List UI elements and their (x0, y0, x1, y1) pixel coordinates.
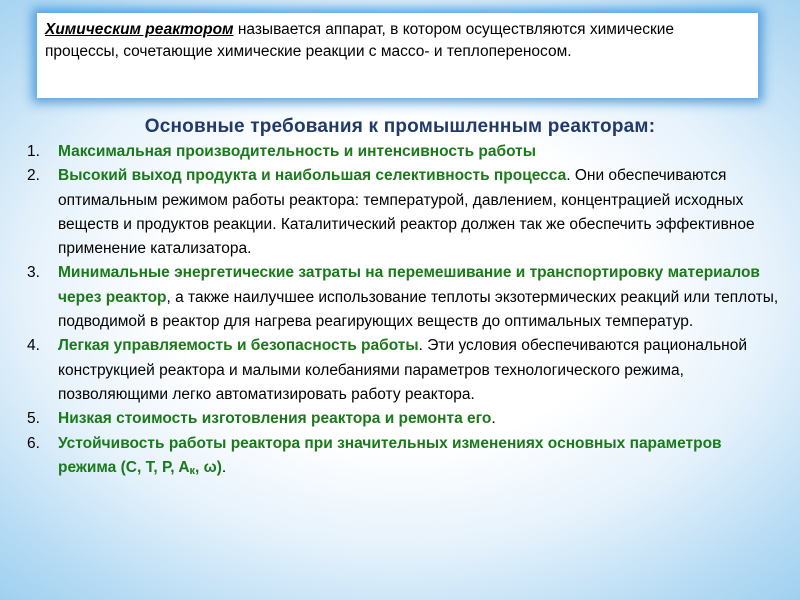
requirement-item-4 (22, 334, 780, 407)
definition-box (37, 13, 758, 98)
params-open: (C, T, P, A (120, 458, 190, 476)
requirements-title: Основные требования к промышленным реакторам: (144, 116, 656, 137)
requirement-item-6 (22, 432, 780, 484)
item-number: 5. (27, 410, 40, 428)
item-number: 1. (27, 143, 40, 160)
item-text: . (221, 458, 227, 476)
definition-text: называется аппарат, в котором осуществляются химические процессы, сочетающие химические реакции с массо- и теплопереносом. (45, 21, 675, 60)
item-number: 6. (27, 434, 40, 452)
params-close: , ω) (195, 458, 222, 476)
item-highlight: Низкая стоимость изготовления реактора и ремонта его (58, 410, 492, 428)
requirement-item-1 (22, 140, 780, 164)
item-number: 3. (27, 264, 40, 282)
item-parameters (121, 459, 222, 476)
item-number: 4. (27, 337, 40, 355)
requirement-item-3 (22, 261, 780, 334)
item-highlight: Устойчивость работы реактора при значительных изменениях основных параметров режима (58, 434, 722, 476)
requirements-list (22, 140, 780, 483)
item-number: 2. (27, 167, 40, 185)
item-text: . Эти условия обеспечиваются рациональной конструкцией реактора и малыми колебаниями параметров технологического режима, позволяющими легко автоматизировать работу реактора. (58, 337, 748, 403)
item-highlight: Легкая управляемость и безопасность работы (58, 337, 419, 355)
item-highlight: Высокий выход продукта и наибольшая селективность процесса (58, 167, 567, 185)
item-highlight: Максимальная производительность и интенсивность работы (58, 143, 536, 160)
params-subscript: к (189, 464, 196, 477)
requirement-item-2 (22, 164, 780, 261)
definition-term: Химическим реактором (45, 21, 234, 38)
item-highlight: Минимальные энергетические затраты на перемешивание и транспортировку материалов через реактор (58, 264, 760, 306)
item-text: , а также наилучшее использование теплоты экзотермических реакций или теплоты, подводимой в реактор для нагрева реагирующих веществ до оптимальных температур. (58, 288, 779, 331)
requirement-item-5 (22, 407, 780, 431)
item-text: . (491, 410, 496, 428)
item-text: . Они обеспечиваются оптимальным режимом работы реактора: температурой, давлением, концентрацией исходных веществ и продуктов реакции. Каталитический реактор должен так же обеспечить эффективное применение катализатора. (58, 167, 755, 258)
